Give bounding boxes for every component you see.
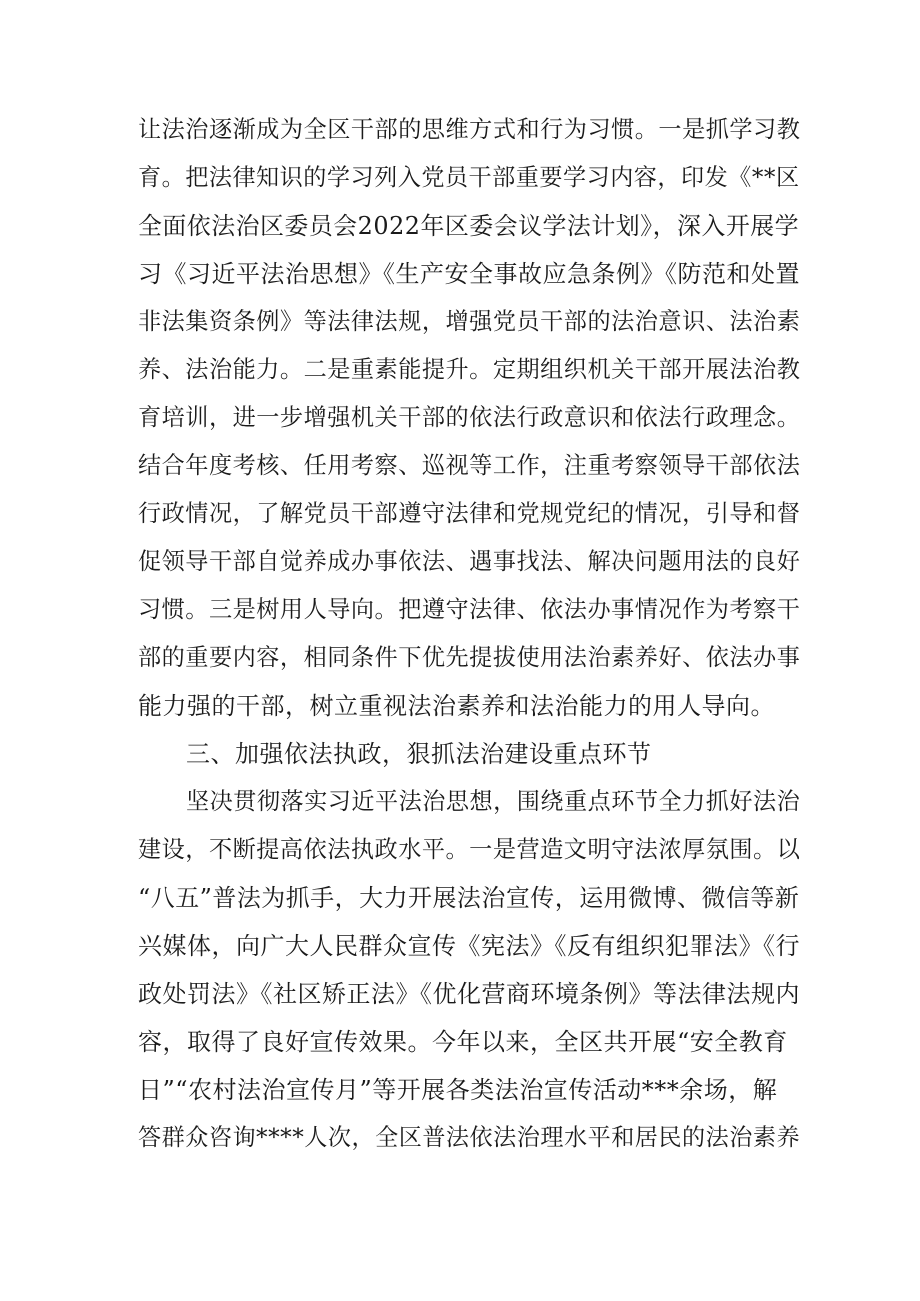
text-line: 让法治逐渐成为全区干部的思维方式和行为习惯。一是抓学习教	[138, 117, 801, 143]
text-line: 全面依法治区委员会2022年区委会议学法计划》，深入开展学	[138, 212, 800, 240]
text-line: 兴媒体，向广大人民群众宣传《宪法》《反有组织犯罪法》《行	[138, 932, 800, 960]
text-line: 日”“农村法治宣传月”等开展各类法治宣传活动***余场，解	[138, 1076, 778, 1104]
text-line: 育。把法律知识的学习列入党员干部重要学习内容，印发《**区	[138, 165, 800, 191]
text-line: 促领导干部自觉养成办事依法、遇事找法、解决问题用法的良好	[138, 549, 801, 575]
text-line: 答群众咨询****人次，全区普法依法治理水平和居民的法治素养	[138, 1125, 801, 1151]
text-line: 养、法治能力。二是重素能提升。定期组织机关干部开展法治教	[138, 357, 801, 383]
text-line: 政处罚法》《社区矫正法》《优化营商环境条例》等法律法规内	[138, 980, 800, 1008]
text-line: 建设，不断提高依法执政水平。一是营造文明守法浓厚氛围。以	[138, 837, 801, 863]
text-line: 习惯。三是树用人导向。把遵守法律、依法办事情况作为考察干	[138, 597, 801, 623]
text-line: 非法集资条例》等法律法规，增强党员干部的法治意识、法治素	[138, 309, 801, 335]
text-line: 结合年度考核、任用考察、巡视等工作，注重考察领导干部依法	[138, 453, 801, 479]
text-line: 能力强的干部，树立重视法治素养和法治能力的用人导向。	[138, 692, 775, 720]
text-line: 育培训，进一步增强机关干部的依法行政意识和依法行政理念。	[138, 405, 801, 431]
text-line: 习《习近平法治思想》《生产安全事故应急条例》《防范和处置	[138, 260, 800, 288]
paragraph-first-line: 坚决贯彻落实习近平法治思想，围绕重点环节全力抓好法治	[186, 789, 801, 815]
section-heading: 三、加强依法执政，狠抓法治建设重点环节	[186, 740, 652, 768]
text-line: 容，取得了良好宣传效果。今年以来，全区共开展“安全教育	[138, 1028, 788, 1056]
text-line: 行政情况，了解党员干部遵守法律和党规党纪的情况，引导和督	[138, 501, 801, 527]
text-line: “八五”普法为抓手，大力开展法治宣传，运用微博、微信等新	[138, 884, 800, 912]
text-line: 部的重要内容，相同条件下优先提拔使用法治素养好、依法办事	[138, 645, 801, 671]
